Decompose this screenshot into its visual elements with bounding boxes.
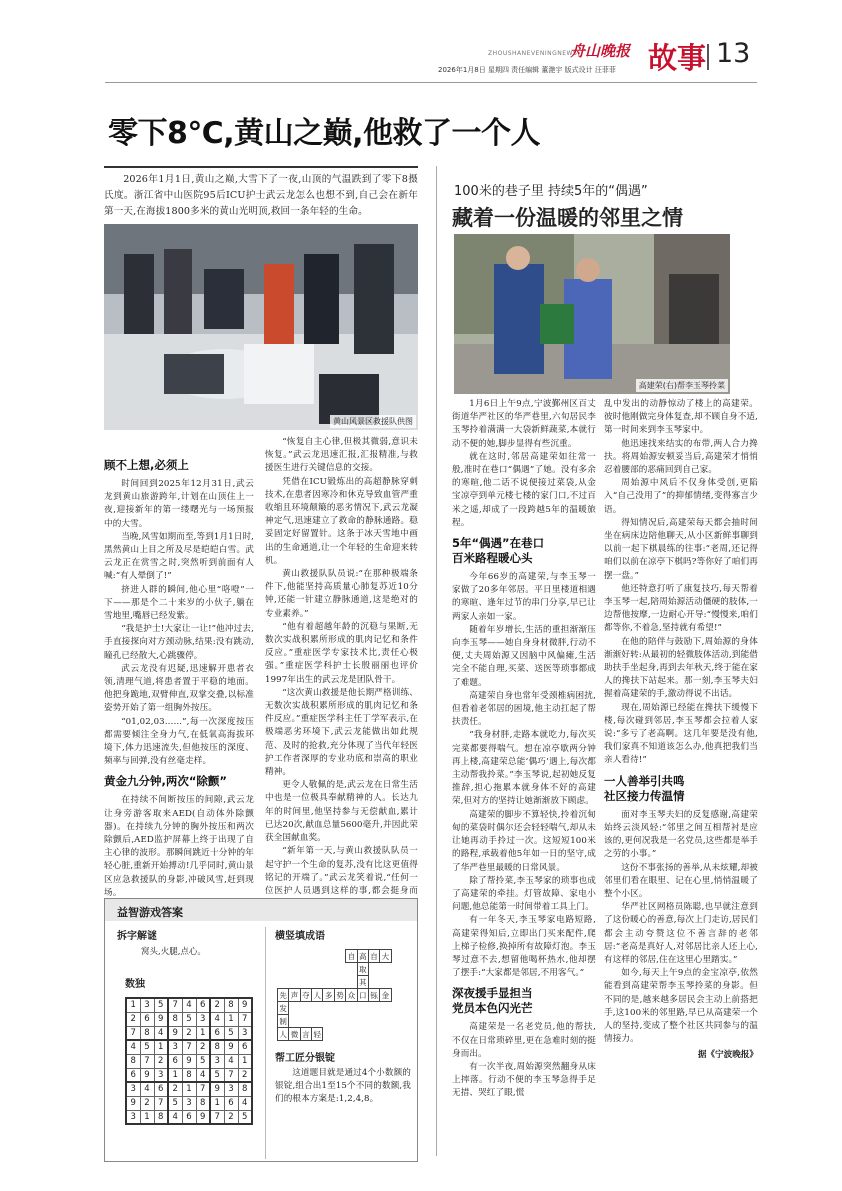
crossword-cell — [408, 1028, 416, 1041]
crossword-cell — [408, 976, 416, 989]
para: 当晚,风雪如期而至,等到1月1日时,黑然黄山上目之所及尽是皑皑白雪。武云龙正在赏雪之时,突然听到前面有人喊:“有人晕倒了!” — [104, 531, 254, 582]
crossword-cell — [300, 1002, 311, 1015]
sudoku-cell: 9 — [154, 1012, 168, 1026]
subhead-1: 顾不上想,必须上 — [104, 458, 189, 472]
sudoku-row — [126, 1026, 252, 1040]
para: “这次黄山救援是他长期严格训练、无数次实战积累所形成的肌肉记忆和条件反应。”重症医学科主任丁学军表示,在极端恶劣环境下,武云龙能做出如此规范、及时的抢救,充分体现了当代年轻医护工作者深厚的专业功底和崇高的职业精神。 — [265, 687, 418, 778]
crossword-cell — [312, 950, 323, 963]
crossword-cell — [300, 976, 311, 989]
crossword-cell — [357, 1002, 368, 1015]
para: “他有着超越年龄的沉稳与果断,无数次实战积累所形成的肌肉记忆和条件反应。”重症医学专家技术比,责任心极强。”重症医学科护士长殷丽丽也评价1997年出生的武云龙是团队骨干。 — [265, 621, 418, 685]
crossword-row — [278, 989, 417, 1002]
crossword-cell — [312, 1015, 323, 1028]
crossword-cell — [346, 1028, 357, 1041]
crossword-cell — [400, 976, 408, 989]
crossword-cell — [380, 1015, 391, 1028]
crossword-row — [278, 1028, 417, 1041]
para: 他还特意打听了康复技巧,每天帮着李玉琴一起,陪周始源活动僵硬的肢体,一边帮他按摩,一边耐心开导:“慢慢来,咱们都等你,不着急,坚持就有希望!” — [604, 583, 758, 634]
para: 凭借在ICU锻炼出的高超静脉穿刺技术,在患者因寒冷和休克导致血管严重收缩且环境颠簸的恶劣情况下,武云龙凝神定气,迅速建立了救命的静脉通路。稳妥固定好留置针。这条于冰天雪地中画出的生命通道,让一个年轻的生命迎来转机。 — [265, 476, 418, 566]
sudoku-cell: 2 — [196, 1040, 210, 1054]
crossword-cell — [334, 976, 345, 989]
sudoku-cell: 6 — [140, 1012, 154, 1026]
para: 得知情况后,高建荣每天都会抽时间坐在病床边陪他聊天,从小区新鲜事聊到以前一起下棋晨练的往事:“老周,还记得咱们以前在凉亭下棋吗?等你好了咱们再摆一盘。” — [604, 517, 758, 581]
crossword-cell — [400, 989, 408, 1002]
para: 1月6日上午9点,宁波鄞州区百丈街道华严社区的华严巷里,六旬居民李玉琴拎着满满一大袋新鲜蔬菜,本就行动不便的她,脚步显得有些沉重。 — [452, 399, 596, 449]
sudoku-cell: 3 — [224, 1082, 238, 1096]
sudoku-cell: 3 — [182, 1096, 196, 1110]
crossword-cell — [408, 963, 416, 976]
sudoku-cell: 3 — [154, 1068, 168, 1082]
puzzle-box — [104, 898, 418, 1162]
crossword-cell — [334, 1028, 345, 1041]
sudoku-cell: 6 — [154, 1082, 168, 1096]
sudoku-cell: 5 — [210, 1068, 224, 1082]
crossword-cell — [380, 976, 391, 989]
para: 随着年岁增长,生活的重担渐渐压向李玉琴——她自身身材微胖,行动不便,丈夫周始源又因脑中风偏瘫,生活完全不能自理,买菜、送医等琐事都成了难题。 — [452, 624, 596, 688]
sudoku-cell: 3 — [196, 1012, 210, 1026]
sudoku-cell: 7 — [196, 1082, 210, 1096]
sudoku-grid — [125, 997, 253, 1125]
riddle-title: 拆字解谜 — [117, 931, 157, 942]
sudoku-cell: 7 — [154, 1096, 168, 1110]
crossword-row — [278, 1015, 417, 1028]
page-headline: 零下8℃,黄山之巅,他救了一个人 — [108, 116, 540, 151]
crossword-cell — [289, 1002, 300, 1015]
coin-text: 这道题目就是通过4个小数额的银锭,组合出1至15个不同的数额,我们的根本方案是:1,2,4,8。 — [275, 1068, 411, 1105]
sudoku-cell: 7 — [238, 1012, 252, 1026]
para: 现在,周始源已经能在搀扶下缓慢下楼,每次碰到邻居,李玉琴都会拉着人家说:“多亏了老高啊。这几年要是没有他,我们家真不知道该怎么办,他真把我们当亲人看待!” — [604, 702, 758, 766]
sudoku-cell: 9 — [238, 998, 252, 1012]
crossword-cell — [368, 1002, 379, 1015]
crossword-cell — [391, 1028, 400, 1041]
crossword-cell — [391, 989, 400, 1002]
crossword-cell — [278, 950, 289, 963]
crossword-cell — [368, 976, 379, 989]
para: 乱中发出的动静惊动了楼上的高建荣。彼时他刚做完身体复查,却不顾自身不适,第一时间来到李玉琴家中。 — [604, 399, 758, 436]
sudoku-title: 数独 — [125, 979, 145, 990]
crossword-cell — [408, 950, 416, 963]
crossword-title: 横竖填成语 — [275, 931, 325, 942]
crossword-cell — [400, 950, 408, 963]
sudoku-cell: 1 — [238, 1054, 252, 1068]
sudoku-cell: 1 — [196, 1026, 210, 1040]
para: 今年66岁的高建荣,与李玉琴一家做了20多年邻居。平日里楼道相遇的寒暄、逢年过节的串门分享,早已让两家人亲如一家。 — [452, 572, 596, 622]
sudoku-cell: 6 — [238, 1040, 252, 1054]
crossword-cell — [323, 963, 334, 976]
sudoku-cell: 4 — [168, 1110, 182, 1124]
sudoku-cell: 4 — [126, 1040, 140, 1054]
crossword-cell: 高 — [358, 951, 367, 961]
crossword-cell — [334, 950, 345, 963]
sudoku-row — [126, 1082, 252, 1096]
crossword-cell — [380, 963, 391, 976]
sudoku-cell: 2 — [224, 1110, 238, 1124]
rescue-photo-illustration — [104, 224, 418, 430]
photo-caption: 黄山风景区救援队供图 — [330, 415, 416, 428]
crossword-cell — [323, 1002, 334, 1015]
crossword-cell: 取 — [358, 964, 367, 974]
sudoku-cell: 8 — [238, 1082, 252, 1096]
para: 高建荣是一名老党员,他的帮扶,不仅在日常琐碎里,更在急难时刻的挺身而出。 — [452, 1022, 596, 1059]
crossword-cell — [323, 1015, 334, 1028]
para: 更令人敬佩的是,武云龙在日常生活中也是一位极具奉献精神的人。长达九年的时间里,他坚持参与无偿献血,累计已达20次,献血总量5600毫升,并因此荣获全国献血奖。 — [265, 780, 418, 844]
crossword-cell — [368, 1028, 379, 1041]
crossword-cell — [289, 976, 300, 989]
crossword-cell: 铄 — [370, 990, 378, 1000]
crossword-cell — [312, 963, 323, 976]
sudoku-cell: 9 — [140, 1068, 154, 1082]
sudoku-cell: 9 — [168, 1026, 182, 1040]
sudoku-cell: 7 — [168, 998, 182, 1012]
para: “我身材胖,走路本就吃力,每次买完菜都要得喘气。想在凉亭歇两分钟再上楼,高建荣总能‘偶巧’遇上,每次都主动帮我拎菜。”李玉琴说,起初她反复推辞,担心拖累本就身体不好的高建荣,但对方的坚持让她渐渐放下顾虑。 — [452, 730, 596, 807]
sudoku-cell: 7 — [224, 1068, 238, 1082]
crossword-grid — [277, 949, 417, 1041]
sudoku-cell: 6 — [182, 1110, 196, 1124]
crossword-cell — [346, 976, 357, 989]
subhead-3: 一人善举引共鸣 社区接力传温情 — [604, 773, 685, 803]
para: 有一年冬天,李玉琴家电路短路,高建荣得知后,立即出门买来配件,爬上梯子检修,换掉所有故障灯泡。李玉琴过意不去,想留他喝杯热水,他却摆了摆手:“大家都是邻居,不用客气。” — [452, 915, 596, 979]
crossword-cell — [312, 976, 323, 989]
sudoku-cell: 3 — [168, 1040, 182, 1054]
para: 他迅速找来结实的布带,两人合力搀扶。将周始源安顿妥当后,高建荣才悄悄忍着腰部的恶痛回到自己家。 — [604, 438, 758, 476]
neighbor-photo — [454, 234, 730, 394]
sudoku-row — [126, 1054, 252, 1068]
sudoku-cell: 5 — [154, 998, 168, 1012]
left-story — [104, 166, 418, 898]
para: 时间回到2025年12月31日,武云龙到黄山旅游跨年,计划在山顶住上一夜,迎接新年的第一缕曙光与一场预报中的大雪。 — [104, 479, 254, 529]
sudoku-cell: 7 — [140, 1054, 154, 1068]
crossword-cell: 自 — [370, 951, 378, 961]
crossword-row — [278, 963, 417, 976]
crossword-cell — [289, 950, 300, 963]
sudoku-cell: 4 — [154, 1026, 168, 1040]
photo-caption: 高建荣(右)帮李玉琴拎菜 — [636, 379, 728, 392]
crossword-cell: 人 — [313, 990, 321, 1000]
sudoku-row — [126, 1096, 252, 1110]
sudoku-cell: 2 — [168, 1082, 182, 1096]
puzzle-title: 益智游戏答案 — [117, 906, 183, 919]
sudoku-cell: 1 — [168, 1068, 182, 1082]
masthead — [0, 0, 842, 80]
crossword-cell — [323, 1028, 334, 1041]
sudoku-cell: 5 — [140, 1040, 154, 1054]
sudoku-cell: 1 — [154, 1040, 168, 1054]
sudoku-cell: 8 — [224, 998, 238, 1012]
sudoku-cell: 3 — [238, 1026, 252, 1040]
crossword-cell: 言 — [302, 1029, 310, 1039]
right-col-1 — [452, 398, 596, 1101]
sudoku-row — [126, 1110, 252, 1124]
riddle-answer: 窝头,火腿,点心。 — [141, 947, 206, 957]
sudoku-cell: 2 — [154, 1054, 168, 1068]
para: “我是护士!大家让一让!”他冲过去,手直接探向对方颈动脉,结果:没有跳动,瞳孔已经散大,心跳骤停。 — [104, 624, 254, 661]
crossword-cell: 人 — [279, 1029, 287, 1039]
sudoku-cell: 6 — [196, 998, 210, 1012]
sudoku-cell: 9 — [210, 1082, 224, 1096]
page-number: 13 — [716, 38, 751, 69]
sudoku-cell: 1 — [224, 1012, 238, 1026]
para: 除了帮拎菜,李玉琴家的琐事也成了高建荣的牵挂。灯管故障、家电小问题,他总能第一时间带着工具上门。 — [452, 875, 596, 913]
crossword-cell: 制 — [279, 1016, 287, 1026]
subhead-2: 黄金九分钟,两次“除颤” — [104, 774, 227, 789]
section-divider — [707, 44, 709, 70]
sudoku-cell: 9 — [196, 1110, 210, 1124]
sudoku-cell: 1 — [126, 998, 140, 1012]
sudoku-cell: 7 — [126, 1026, 140, 1040]
sudoku-cell: 8 — [210, 1040, 224, 1054]
crossword-cell — [334, 963, 345, 976]
crossword-cell: 口 — [358, 990, 367, 1000]
crossword-cell — [346, 963, 357, 976]
right-story — [452, 180, 758, 1170]
crossword-cell — [278, 963, 289, 976]
sudoku-cell: 2 — [140, 1096, 154, 1110]
sudoku-cell: 3 — [140, 998, 154, 1012]
para: 周始源中风后不仅身体受创,更陷入“自己没用了”的抑郁情绪,变得寡言少语。 — [604, 478, 758, 515]
crossword-cell: 发 — [279, 1003, 287, 1013]
crossword-cell — [334, 1002, 345, 1015]
sudoku-cell: 8 — [154, 1110, 168, 1124]
para: 如今,每天上午9点的金宝凉亭,依然能看到高建荣帮李玉琴拎菜的身影。但不同的是,越来越多居民会主动上前搭把手,这100米的邻里路,早已从高建荣一个人的坚持,变成了整个社区共同参与的温情接力。 — [604, 968, 758, 1045]
crossword-cell — [391, 976, 400, 989]
crossword-cell — [400, 1028, 408, 1041]
crossword-row — [278, 950, 417, 963]
sudoku-cell: 4 — [210, 1012, 224, 1026]
sudoku-row — [126, 1040, 252, 1054]
left-col-2 — [265, 436, 418, 925]
sudoku-cell: 2 — [238, 1068, 252, 1082]
crossword-cell — [408, 1002, 416, 1015]
crossword-cell — [334, 1015, 345, 1028]
crossword-cell — [346, 1015, 357, 1028]
sudoku-cell: 3 — [126, 1110, 140, 1124]
sudoku-cell: 8 — [140, 1026, 154, 1040]
para: 高建荣自身也常年受颈椎病困扰,但看着老邻居的困境,他主动扛起了帮扶责任。 — [452, 690, 596, 728]
right-col-2 — [604, 398, 758, 1060]
sudoku-cell: 5 — [168, 1096, 182, 1110]
crossword-cell — [391, 950, 400, 963]
crossword-cell — [357, 1028, 368, 1041]
para: 有一次半夜,周始源突然翻身从床上摔落。行动不便的李玉琴急得手足无措、哭红了眼,慌 — [452, 1061, 596, 1099]
sudoku-cell: 6 — [168, 1054, 182, 1068]
crossword-cell — [300, 1015, 311, 1028]
sudoku-cell: 1 — [182, 1082, 196, 1096]
sudoku-cell: 5 — [224, 1026, 238, 1040]
sudoku-cell: 7 — [182, 1040, 196, 1054]
crossword-cell — [408, 989, 416, 1002]
crossword-cell — [278, 976, 289, 989]
sudoku-cell: 8 — [196, 1096, 210, 1110]
crossword-cell: 众 — [347, 990, 356, 1000]
sudoku-cell: 1 — [210, 1096, 224, 1110]
para: 黄山救援队队员说:“在那种极端条件下,他能坚持高质量心肺复苏近10分钟,还能一针建立静脉通道,这是绝对的专业素养。” — [265, 569, 418, 619]
section-title: 故事 — [648, 41, 707, 75]
right-headline: 藏着一份温暖的邻里之情 — [452, 206, 683, 230]
crossword-cell — [312, 1002, 323, 1015]
para: 武云龙没有迟疑,迅速解开患者衣领,清理气道,将患者置于平稳的地面。他把身跪地,双臂伸直,双掌交叠,以标准姿势开始了第一组胸外按压。 — [104, 663, 254, 714]
crossword-cell: 声 — [290, 990, 299, 1000]
crossword-cell — [289, 963, 300, 976]
crossword-cell: 轻 — [313, 1029, 321, 1039]
para: 华严社区网格员陈聪,也早就注意到了这份暖心的善意,每次上门走访,居民们都会主动夸赞这位不善言辞的老邻居:“老高是真好人,对邻居比亲人还上心,有这样的邻居,住在这里心里踏实。” — [604, 902, 758, 965]
para: 这份不事张扬的善举,从未炫耀,却被邻里们看在眼里、记在心里,悄悄温暖了整个小区。 — [604, 862, 758, 899]
para: 在持续不间断按压的间隙,武云龙让身旁游客取来AED(自动体外除颤器)。在持续九分钟的胸外按压和两次除颤后,AED监护屏幕上终于出现了自主心律的波形。那瞬间跳近十分钟的年轻心脏,重新开始搏动!几乎同时,黄山景区应急救援队的身影,冲破风雪,赶到现场。 — [104, 795, 254, 898]
para: 在他的陪伴与鼓励下,周始源的身体渐渐好转:从最初的轻微肢体活动,到能借助扶手坐起身,再到去年秋天,终于能在家人的搀扶下站起来。那一刻,李玉琴夫妇握着高建荣的手,激动得说不出话。 — [604, 636, 758, 700]
crossword-cell — [368, 963, 379, 976]
crossword-cell — [400, 1015, 408, 1028]
crossword-cell: 微 — [290, 1029, 299, 1039]
right-kicker: 100米的巷子里 持续5年的“偶遇” — [454, 184, 648, 199]
sudoku-cell: 6 — [210, 1026, 224, 1040]
crossword-cell — [300, 963, 311, 976]
crossword-cell — [346, 1002, 357, 1015]
source-credit: 据《宁波晚报》 — [697, 1050, 758, 1061]
left-col-1 — [104, 452, 254, 900]
crossword-cell: 多 — [324, 990, 333, 1000]
para: 面对李玉琴夫妇的反复感谢,高建荣始终云淡风轻:“邻里之间互相帮衬是应该的,更何况我是一名党员,这些都是举手之劳的小事。” — [604, 809, 758, 860]
crossword-cell: 势 — [336, 990, 344, 1000]
para: 挤进人群的瞬间,他心里“咯噔”一下——那是个二十来岁的小伙子,躺在雪地里,嘴唇已经发紫。 — [104, 584, 254, 622]
crossword-cell: 大 — [381, 951, 390, 961]
sudoku-cell: 4 — [238, 1096, 252, 1110]
crossword-cell — [391, 1002, 400, 1015]
sudoku-cell: 6 — [126, 1068, 140, 1082]
sudoku-cell: 1 — [140, 1110, 154, 1124]
sudoku-cell: 7 — [210, 1110, 224, 1124]
sudoku-cell: 4 — [182, 998, 196, 1012]
crossword-cell — [400, 1002, 408, 1015]
crossword-row — [278, 1002, 417, 1015]
site-name: ZHOUSHANEVENINGNEWS — [488, 50, 578, 57]
subhead-1: 5年“偶遇”在巷口 百米路程暖心头 — [452, 536, 545, 566]
crossword-cell — [380, 1002, 391, 1015]
sudoku-cell: 2 — [210, 998, 224, 1012]
header-rule — [105, 82, 757, 83]
crossword-cell: 先 — [279, 990, 287, 1000]
sudoku-cell: 9 — [182, 1054, 196, 1068]
crossword-cell — [357, 1015, 368, 1028]
sudoku-cell: 2 — [126, 1012, 140, 1026]
sudoku-cell: 8 — [182, 1068, 196, 1082]
puzzle-divider — [265, 927, 266, 1159]
subhead-2: 深夜援手显担当 党员本色闪光芒 — [452, 986, 533, 1016]
sudoku-cell: 4 — [196, 1068, 210, 1082]
rescue-photo — [104, 224, 418, 430]
para: 高建荣的脚步不算轻快,拎着沉甸甸的菜袋时偶尔还会轻轻喘气,却从未让她再动手拎过一次。这短短100米的路程,承载着他5年如一日的坚守,成了华严巷里最暖的日常风景。 — [452, 809, 596, 873]
sudoku-cell: 6 — [224, 1096, 238, 1110]
sudoku-cell: 3 — [126, 1082, 140, 1096]
crossword-cell — [391, 1015, 400, 1028]
sudoku-row — [126, 998, 252, 1012]
sudoku-cell: 4 — [140, 1082, 154, 1096]
crossword-cell — [380, 1028, 391, 1041]
sudoku-cell: 3 — [210, 1054, 224, 1068]
sudoku-cell: 4 — [224, 1054, 238, 1068]
para: 就在这时,邻居高建荣如往常一般,准时在巷口“偶遇”了她。没有多余的寒暄,他二话不说便接过菜袋,从金宝凉亭到单元楼七楼的家门口,不过百米之遥,却成了一段跨越5年的温暖旅程。 — [452, 451, 596, 528]
crossword-cell — [300, 950, 311, 963]
crossword-cell: 夺 — [302, 990, 310, 1000]
sudoku-row — [126, 1068, 252, 1082]
date-line: 2026年1月8日 星期四 责任编辑 董滟宇 版式设计 汪菲菲 — [438, 66, 616, 74]
crossword-cell: 其 — [358, 977, 367, 987]
crossword-cell: 自 — [347, 951, 356, 961]
crossword-cell — [408, 1015, 416, 1028]
lede: 2026年1月1日,黄山之巅,大雪下了一夜,山顶的气温跌到了零下8摄氏度。浙江省中山医院95后ICU护士武云龙怎么也想不到,自己会在新年第一天,在海拔1800多米的黄山光明顶,救回一条年轻的生命。 — [104, 174, 418, 217]
sudoku-cell: 5 — [196, 1054, 210, 1068]
para: “恢复自主心律,但极其微弱,意识未恢复。”武云龙迅速汇报,汇报精准,与救援医生进行关键信息的交接。 — [265, 437, 418, 474]
crossword-cell — [323, 950, 334, 963]
para: “01,02,03……”,每一次深度按压都需要倾注全身力气,在低氧高海拔环境下,体力迅速流失,但他按压的深度、频率与回弹,没有丝毫走样。 — [104, 716, 254, 767]
brand-logo: 舟山晚报 — [570, 42, 631, 60]
sudoku-cell: 9 — [224, 1040, 238, 1054]
crossword-cell — [400, 963, 408, 976]
crossword-cell — [391, 963, 400, 976]
neighbor-photo-illustration — [454, 234, 730, 394]
para: “新年第一天,与黄山救援队队员一起守护一个生命的复苏,没有比这更值得铭记的开端了。”武云龙笑着说,“任何一位医护人员遇到这样的事,都会挺身而 — [265, 846, 418, 896]
crossword-cell: 金 — [381, 990, 390, 1000]
crossword-row — [278, 976, 417, 989]
crossword-cell — [323, 976, 334, 989]
sudoku-cell: 5 — [238, 1110, 252, 1124]
left-top-rule — [104, 166, 418, 168]
coin-title: 帮工匠分银锭 — [275, 1053, 335, 1064]
right-left-rule — [436, 166, 437, 1156]
sudoku-cell: 5 — [182, 1012, 196, 1026]
sudoku-cell: 8 — [126, 1054, 140, 1068]
sudoku-row — [126, 1012, 252, 1026]
sudoku-cell: 9 — [126, 1096, 140, 1110]
sudoku-cell: 2 — [182, 1026, 196, 1040]
crossword-cell — [289, 1015, 300, 1028]
crossword-cell — [368, 1015, 379, 1028]
sudoku-cell: 8 — [168, 1012, 182, 1026]
